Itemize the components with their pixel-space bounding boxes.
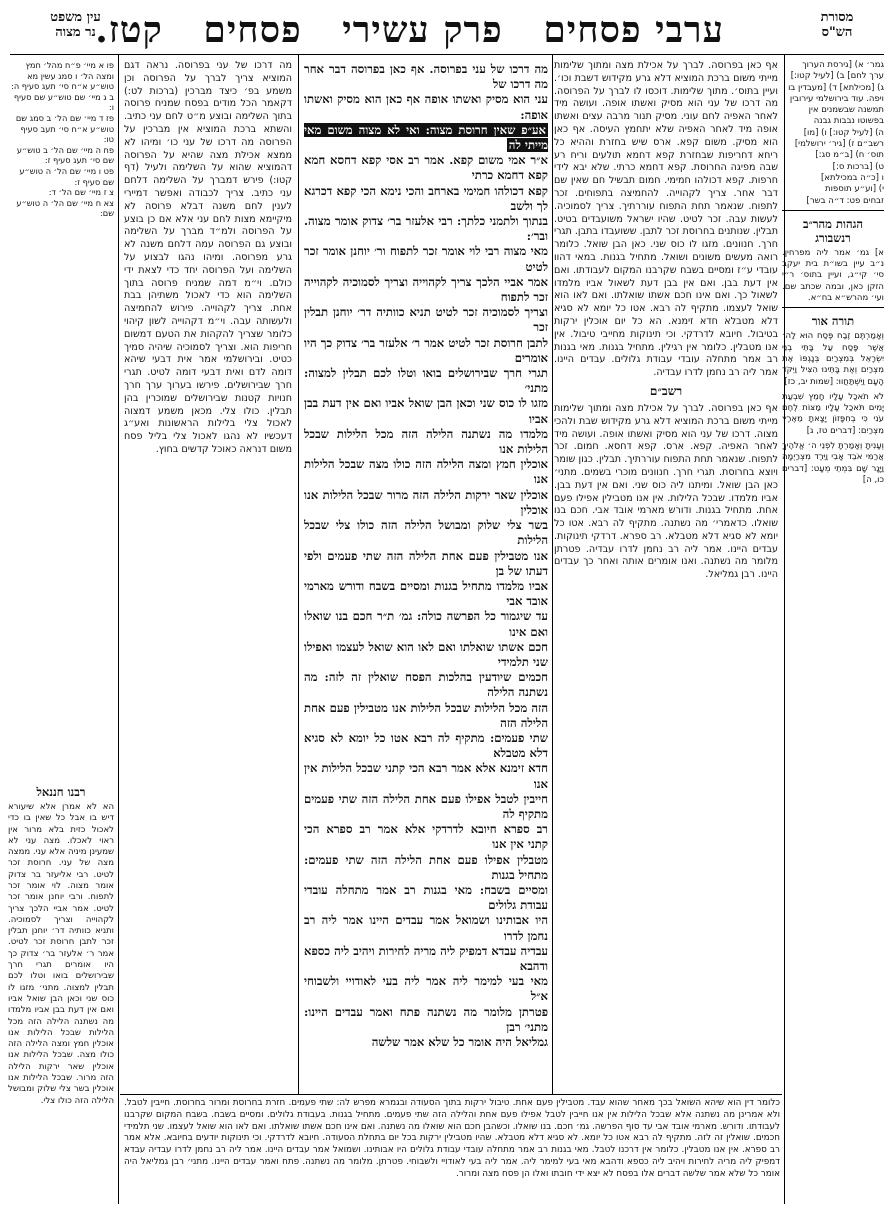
masoret-line: ערך לחם] ב) [לעיל קטו:]: [790, 71, 884, 82]
gemara-line: עבדיה עבדא דמפיק ליה מריה לחירות ויהיב ליה כספא ודהבא: [304, 943, 548, 973]
gemara-line: חכמים שיודעין בהלכות הפסח שואלין זה לזה: מה נשתנה הלילה: [304, 670, 548, 700]
gemara-line: אמר אביי הלכך צריך לקהוייה וצריך לסמוכיה לקהוייה זכר לתפוח: [304, 274, 548, 305]
gemara-line: מאי מצוה רבי לוי אומר זכר לתפוח ור׳ יוחנן אומר זכר לטיט: [304, 244, 548, 274]
hagahot-title: הגהות מהר״ב רנשבורג: [803, 216, 863, 245]
gemara-line: אוכלין שאר ירקות הלילה הזה מרור שבכל הלילות אנו אוכלין: [304, 487, 548, 517]
gemara-line: עד שיגמור כל הפרשה כולה: גמ׳ ת״ר חכם בנו שואלו ואם אינו: [304, 609, 548, 639]
ein-mishpat-header: עין משפט נר מצוה: [50, 10, 101, 40]
gemara-line: הזה מכל הלילות שבכל הלילות אנו מטבילין פעם אחת הלילה הזה: [304, 700, 548, 730]
gemara-line: תגרי חרך שבירושלים בואו וטלו לכם תבלין למצוה: מתני׳: [304, 366, 548, 396]
ein-mishpat-entry: פח ה מיי׳ שם הל׳ ב טוש״ע שם סי׳ תעג סעיף ז:: [16, 144, 114, 166]
masoret-line: ט) [ברכות ס:]: [832, 161, 884, 172]
gemara-line: א״ר אמי משום קפא. אמר רב אסי קפא דחסא חמא קפא דחמא כרתי: [304, 153, 548, 183]
left-margin-rule: [118, 54, 119, 1204]
gemara-line: חדא זימנא אלא אמר רבא הכי קתני שבכל הלילות אין אנו: [304, 761, 548, 791]
masoret-line: ה) [לעיל קטו:] ו) [מו]: [803, 127, 884, 138]
ein-mishpat-entry: פז ד מיי׳ שם הל׳ ב סמג שם טוש״ע א״ח סי׳ תעב סעיף טו:: [15, 112, 114, 145]
torah-or-title: תורה אור: [811, 314, 855, 329]
masoret-line: תוס׳ ח) [ב״מ סג:]: [815, 150, 884, 161]
masoret-line: תמשנה שבשמנים אין: [808, 105, 884, 116]
bottom-rule: [120, 1094, 782, 1095]
gemara-line: מה דרכו של עני בפרוסה. אף כאן בפרוסה דבר אחר מה דרכו של: [304, 62, 548, 92]
gemara-line: מטבלין אפילו פעם אחת הלילה הזה שתי פעמים: מתחיל בגנות: [304, 852, 548, 882]
gemara-line: חייבין לטבל אפילו פעם אחת הלילה הזה שתי פעמים מתקיף לה: [304, 791, 548, 821]
highlighted-dibbur: אע״פ שאין חרוסת מצוה: ואי לא מצוה משום מאי מייתי לה: [304, 122, 548, 153]
masoret-line: ויפה. עוד בירושלמי עירובין: [789, 93, 884, 104]
hagahot-text: א] גמ׳ אמר ליה מפרחין. נ״ב עיין בשו״ת בית יעקב סי׳ קי״ג, ועיין בתוס׳ ר״י הזקן כאן, ובמה שכתב שם. ועי׳ מהרש״א בח״א.: [782, 247, 884, 304]
ein-mishpat-column: [8, 60, 114, 219]
gemara-line: בנתוך ולתמני כלתך: רבי אלעזר בר׳ צדוק אומר מצוה. ובר׳:: [304, 214, 548, 244]
gemara-line: היו אבותינו ושמואל אמר עבדים היינו אמר ליה רב נחמן לדרו: [304, 913, 548, 943]
tosafot-column: [124, 60, 292, 1095]
blank-space: [8, 219, 114, 779]
gemara-line: לתבן חרוסת זכר לטיט אמר ר׳ אלעזר בר׳ צדוק כך היו אומרים: [304, 335, 548, 365]
rashbam-bottom-text: כלומר דין הוא שיהא השואל בכך מאחר שהוא עבד. מטבילין פעם אחת. טיבול ירקות בתוך הסעודה ובגמרא מפרש לה: שתי פעמים. חזרת בחרוסת ומרור בחרוסת. חייבין לטבל. ולא אמרינן מה נשתנה אלא שבכל הלילות אין אנו חייבין לטבל אפילו פעם אחת והלילה הזה שתי פעמים. מתחיל בגנות. בעבודת גלולים. ומסיים בשבח. בשבח המקום שקרבנו לעבודתו. ודורש. מארמי אובד אבי עד סוף הפרשה. גמ׳ חכם. בנו שואלו. וכשהבן חכם הוא שואלו מה נשתנה. ואם אינו חכם אשתו שואלתו. ואם לאו הוא שואל לעצמו. שני תלמידי חכמים. שואלין זה לזה. מתקיף לה רבא אטו כל יומא. לא סגיא דלא מטבלא. שהיו מטבילין ירקות בכל יום בתחלת הסעודה. חיובא לדרדקי. וכי תינוקות יודעים בחיובא. אלא אמר רב ספרא. אין אנו מטבלין. כלומר אין דרכנו לטבל. מאי בגנות רב אמר מתחלה עובדי עבודת גלולים היו אבותינו. ושמואל אמר עבדים היינו. אמר ליה רב נחמן לדרו עבדיה עבדא דמפיק ליה מריה לחירות ויהיב ליה כספא ודהבא מאי בעי למימר ליה. אמר ליה בעי לאודויי ולשבוחי. פטרתן. מלומר מה נשתנה. פתח ואמר עבדים היינו. מתני׳ רבן גמליאל היה אומר כל שלא אמר שלשה דברים אלו בפסח לא יצא ידי חובתו ואלו הן פסח מצה ומרור.: [124, 1098, 780, 1179]
rashbam-column: [554, 60, 778, 1095]
ein-mishpat-entry: ב ג מיי׳ שם טוש״ע שם סעיף ו:: [13, 91, 114, 113]
gemara-line: בשר צלי שלוק ומבושל הלילה הזה כולו צלי שבכל הלילות: [304, 518, 548, 548]
gemara-line: מאי בעי למימר ליה אמר ליה בעי לאודויי ולשבוחי א״ל: [304, 974, 548, 1004]
masoret-line: ג) [מכילתא] ד) [מעבדין בו: [788, 82, 884, 93]
masoret-line: רשב״ם ז) [גיר׳ ירושלמי]: [794, 139, 884, 150]
ein-mishpat-entry: צ ז מיי׳ שם הל׳ ד:: [48, 187, 114, 198]
masoret-line: גמר׳ א) [גירסת הערוך: [802, 60, 884, 70]
rabbenu-chananel-title: רבנו חננאל: [36, 784, 86, 799]
gemara-line: וצריך לסמוכיה זכר לטיט תניא כוותיה דר׳ יוחנן תבלין זכר: [304, 305, 548, 335]
gemara-line: אוכלין חמץ ומצה הלילה הזה כולו מצה שבכל הלילות אנו: [304, 457, 548, 487]
header-rule: [10, 54, 884, 55]
gemara-text: [304, 62, 548, 1050]
rashbam-label: רשב״ם: [649, 383, 683, 398]
gemara-line: פטרתן מלומר מה נשתנה פתח ואמר עבדים היינו: מתני׳ רבן: [304, 1004, 548, 1034]
divider: [782, 307, 884, 308]
gemara-line: מזגו לו כוס שני וכאן הבן שואל אביו ואם אין דעת בבן אביו: [304, 396, 548, 426]
right-margin: [782, 60, 884, 1200]
ein-mishpat-entry: פו א מיי׳ פ״ח מהל׳ חמץ ומצה הל׳ ו סמג עשין מא טוש״ע א״ח סי׳ תעג סעיף ה:: [11, 60, 114, 92]
masoret-header: מסורת הש"ס: [820, 10, 854, 40]
gemara-column: [304, 62, 548, 1092]
masoret-column: [782, 60, 884, 207]
gemara-line: ומסיים בשבח: מאי בגנות רב אמר מתחלה עובדי עבודת גלולים: [304, 882, 548, 913]
torah-or-verse: וְאָמַרְתֶּם זֶבַח פֶּסַח הוּא לַה׳ אֲשֶׁר פָּסַח עַל בָּתֵּי בְנֵי יִשְׂרָאֵל בְּמִצְרַיִם בְּנָגְפּוֹ אֶת מִצְרַיִם וְאֶת בָּתֵּינוּ הִצִּיל וַיִּקֹּד הָעָם וַיִּשְׁתַּחֲווּ: [שמות יב, כז]: [782, 331, 884, 387]
gemara-line: אביו מלמדו מתחיל בגנות ומסיים בשבח ודורש מארמי אובד אבי: [304, 578, 548, 609]
left-margin: [8, 60, 114, 1200]
gemara-line: חכם אשתו שואלתו ואם לאו הוא שואל לעצמו ואפילו שני תלמידי: [304, 639, 548, 669]
gemara-line: אנו מטבילין פעם אחת הלילה הזה שתי פעמים ולפי דעתו של בן: [304, 548, 548, 578]
torah-or-verse: וְעָנִיתָ וְאָמַרְתָּ לִפְנֵי ה׳ אֱלֹהֶיךָ אֲרַמִּי אֹבֵד אָבִי וַיֵּרֶד מִצְרַיְמָה וַיָּגָר שָׁם בִּמְתֵי מְעָט: [דברים כו, ה]: [782, 441, 884, 485]
gemara-line: קפא דכולהו חמימי בארחב והכי נימא הכי קפא דכרגא לך ולשב: [304, 183, 548, 213]
gemara-line: רב ספרא חיובא לדרדקי אלא אמר רב ספרא הכי קתני אין אנו: [304, 822, 548, 852]
masoret-line: ו [כ״ה במכילתא]: [820, 172, 884, 183]
gemara-line: עני הוא מסיק ואשתו אופה אף כאן הוא מסיק ואשתו אופה:: [304, 92, 548, 122]
masoret-line: זבחים פט: ד״ה בשר]: [806, 195, 884, 206]
divider: [782, 210, 884, 211]
tosafot-text: מה דרכו של עני בפרוסה. נראה דגם המוציא צריך לברך על הפרוסה וכן משמע בפ׳ כיצד מברכין (ברכות לט:) דקאמר הכל מודים בפסח שמניח פרוסה בתוך השלימה ובוצע מ״ט לחם עני כתיב. והשתא ברכת המוציא אין מברכין על הפרוסה מה דרכו של עני כו׳ ומיהו לא ממצא אכילת מצה שהיא על הפרוסה דהמוציא שהוא על השלימה ולעיל (דף קטו:) פירש דמברך על השלימה דלחם עני כתיב. צריך לכבודה ואפשר דמיירי לענין לחם משנה דבלא פרוסה לא מיקיימא מצות לחם עני אלא אם כן בוצע על הפרוסה ולמ״ד מברך על השלימה ובוצע גם הפרוסה עמה דלחם משנה לא גרע מפרוסה. ומיהו נהגו לבצוע על השלימה ועל הפרוסה יחד כדי לצאת ידי כולם. וי״מ דמה שמניח פרוסה בתוך השלימה הוא כדי לאכול משתיהן בבת אחת. צריך לקהוייה. פירוש להחמיצה ולעשותה עבה. וי״מ דקהוייה לשון קיהוי כלומר שצריך להקהות את הטעם דמשום חריפות הוא. וצריך לסמוכיה שיהיה סמיך כטיט. ובירושלמי אמר אית דבעי שיהא דומה לדם ואית דבעי דומה לטיט. תגרי חרך שבירושלים. פירשו בערוך ערך חרך חנויות קטנות שבירושלים שמוכרין בהן תבלין. כולו צלי. מכאן משמע דמצוה לאכול צלי בלילות הראשונות ואע״ג דעכשיו לא נהגו לאכול צלי בליל פסח משום דנראה כאוכל קדשים בחוץ.: [124, 60, 292, 455]
ein-mishpat-entry: צא ח מיי׳ שם הל׳ ה טוש״ע שם:: [16, 197, 114, 219]
rashbam-text-2: אף כאן בפרוסה. לברך על אכילת מצה ומתוך שלימות מייתי משום ברכת המוציא דלא גרע מקידוש שבת ולהכי מצוה. דרכו של עני הוא מסיק ואשתו אופה. ועושה מיד לאחר האפיה. קפא. ארס. קפא דחסא. חמום. זכר לתפוח. שנאמר תחת התפוח עוררתיך. תבלין. כגון שומר ויוצא בחרוסת. תגרי חרך. חנוונים מוכרי בשמים. מתני׳ כאן הבן שואל. ומיתנו ליה כוס שני. ואם אין דעת בבן. אביו מלמדו. שבכל הלילות. אין אנו מטבילין אפילו פעם אחת. מתחיל בגנות. ודורש מארמי אובד אבי. חכם בנו שואלו. כדאמרי׳ מה נשתנה. מתקיף לה רבא. אטו כל יומא לא סגיא דלא מטבלא. רב ספרא. דרדקי תינוקות. עבדים היינו. אמר ליה רב נחמן לדרו עבדיה. פטרתן מלומר מה נשתנה. ואנו אומרים אותה ואחר כך עבדים היינו. רבן גמליאל.: [554, 402, 778, 581]
inner-left-rule: [298, 54, 299, 1094]
ein-mishpat-entry: פט ו מיי׳ שם הל׳ ה טוש״ע שם סעיף ז:: [19, 165, 114, 187]
gemara-line: [304, 123, 548, 153]
rashbam-bottom: [124, 1098, 780, 1206]
rashbam-text: אף כאן בפרוסה. לברך על אכילת מצה ומתוך שלימות מייתי משום ברכת המוציא דלא גרע מקידוש דשבת וכו׳. ועיין בתוס׳. מתוך שלימות. דוכסו לו לברך על הפרוסה. מה דרכו של עני הוא מסיק ואשתו אופה. ועושה מיד לאחר האפיה לחם עוני. מסיק תנור מרבה עצים ואשתו אופה מיד לאחר האפיה שלא יתחמץ העיסה. אף כאן הוא מסיק. משום קפא. ארס שיש בחזרת וההיא כל ריחא דחריפות שבחזרת קפא דחמא תולעים וריח רע שבה מפיגה החרוסת. קפא דחמא כרתי. שלא יבא לידי חרפות. קפא דכולהו חמימי. חמום תבשיל חם שאין שם דבר אחר. צריך לקהוייה. להחמיצה בתפוחים. זכר לתפוח. שנאמר תחת התפוח עוררתיך. צריך לסמוכיה. לעשות עבה. זכר לטיט. שהיו ישראל משועבדים בטיט. תבלין. שנותנים בחרוסת זכר לתבן. ששועבדו בתבן. תגרי חרך. חנוונים. מזגו לו כוס שני. כאן הבן שואל. כלומר רואה מעשים משונים ושואל. מתחיל בגנות. במאי דהוו עובדי ע״ז ומסיים בשבח שקרבנו המקום לעבודתו. ואם אין דעת בבן. ואם אין בבן דעת לשאול אביו מלמדו לשאול כך. ואם אינו חכם אשתו שואלתו. ואם לאו הוא שואל לעצמו. מתקיף לה רבא. אטו כל יומא לא סגיא דלא מטבלא חדא זימנא. הא כל יום אוכלין ירקות בטיבול. חיובא לדרדקי. וכי תינוקות מחייבי טיבול. אין אנו מטבלין. כלומר אין רגילין. מתחיל בגנות. מאי בגנות רב אמר מתחלה עובדי עבודת גלולים. עבדים היינו. אמר ליה רב נחמן לדרו עבדיה.: [554, 60, 778, 379]
torah-or-verse: לֹא תֹאכַל עָלָיו חָמֵץ שִׁבְעַת יָמִים תֹּאכַל עָלָיו מַצּוֹת לֶחֶם עֹנִי כִּי בְחִפָּזוֹן יָצָאתָ מֵאֶרֶץ מִצְרַיִם: [דברים טז, ג]: [782, 391, 884, 436]
masoret-line: י) [וע״ע תוספות: [824, 184, 884, 195]
rabbenu-chananel-text: הא לא אמרן אלא שיעורא דיש בו אבל כל שאין בו כדי לאכול כזית בלא מרור אין ראוי לאכלו. מצה עני לא שמעינן מיניה אלא עני. ממצה מצה של עני. חרוסת זכר לטיט. רבי אליעזר בר צדוק אומר מצוה. לוי אומר זכר לתפוח. ורבי יוחנן אומר זכר לטיט. אמר אביי הלכך צריך לקהוייה וצריך לסמוכיה. ותניא כוותיה דר׳ יוחנן תבלין זכר לתבן חרוסת זכר לטיט. אמר ר׳ אלעזר בר׳ צדוק כך היו אומרים תגרי חרך שבירושלים בואו וטלו לכם תבלין למצוה. מתני׳ מזגו לו כוס שני וכאן הבן שואל אביו ואם אין דעת בבן אביו מלמדו מה נשתנה הלילה הזה מכל הלילות שבכל הלילות אנו אוכלין חמץ ומצה הלילה הזה כולו מצה. שבכל הלילות אנו אוכלין שאר ירקות הלילה הזה מרור. שבכל הלילות אנו אוכלין בשר צלי שלוק ומבושל הלילה הזה כולו צלי.: [8, 801, 114, 1106]
inner-right-rule: [552, 54, 553, 1094]
page-title: ערבי פסחים פרק עשירי פסחים קטז.: [95, 9, 724, 51]
gemara-line: מלמדו מה נשתנה הלילה הזה מכל הלילות שבכל הלילות אנו: [304, 426, 548, 457]
gemara-line: גמליאל היה אומר כל שלא אמר שלשה: [371, 1035, 548, 1049]
gemara-line: שתי פעמים: מתקיף לה רבא אטו כל יומא לא סגיא דלא מטבלא: [304, 730, 548, 761]
masoret-line: בפשוטו נבבות גבנה: [813, 116, 884, 127]
